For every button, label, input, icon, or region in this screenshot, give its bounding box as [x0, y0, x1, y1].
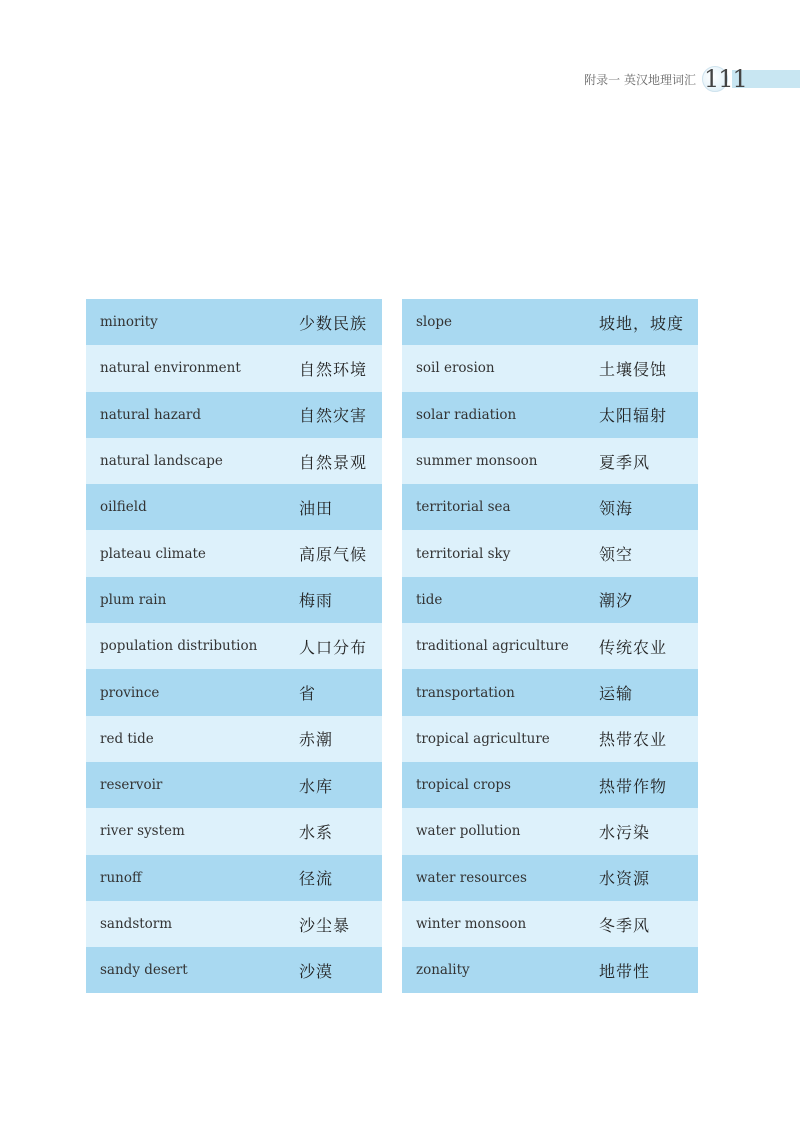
english-term: tropical crops: [416, 777, 511, 794]
chinese-term: 坡地，坡度: [599, 313, 685, 333]
table-row: [86, 947, 382, 993]
english-term: sandy desert: [100, 962, 188, 979]
english-term: natural environment: [100, 360, 241, 377]
chinese-term: 热带作物: [599, 776, 668, 796]
chinese-term: 沙漠: [299, 961, 334, 981]
chinese-term: 水污染: [599, 822, 651, 842]
table-row: [86, 669, 382, 715]
chinese-term: 省: [299, 684, 317, 704]
english-term: summer monsoon: [416, 453, 538, 470]
table-row: [86, 808, 382, 854]
chinese-term: 领海: [599, 498, 634, 518]
english-term: red tide: [100, 730, 154, 747]
table-row: [402, 345, 698, 391]
table-row: [402, 530, 698, 576]
chinese-term: 沙尘暴: [299, 915, 351, 935]
english-term: population distribution: [100, 638, 258, 655]
english-term: tide: [416, 591, 443, 608]
table-row: [86, 577, 382, 623]
chinese-term: 冬季风: [599, 915, 651, 935]
table-row: [402, 947, 698, 993]
chinese-term: 自然环境: [299, 359, 368, 379]
vocabulary-table-right: [402, 299, 698, 993]
table-row: [86, 855, 382, 901]
english-term: soil erosion: [416, 360, 495, 377]
english-term: transportation: [416, 684, 515, 701]
chinese-term: 领空: [599, 545, 634, 565]
table-row: [86, 299, 382, 345]
chinese-term: 传统农业: [599, 637, 668, 657]
chinese-term: 少数民族: [299, 313, 368, 333]
chinese-term: 太阳辐射: [599, 406, 668, 426]
english-term: plateau climate: [100, 545, 206, 562]
english-term: province: [100, 684, 160, 701]
english-term: solar radiation: [416, 406, 517, 423]
table-row: [402, 438, 698, 484]
table-row: [402, 716, 698, 762]
english-term: water resources: [416, 869, 527, 886]
english-term: reservoir: [100, 777, 163, 794]
english-term: sandstorm: [100, 916, 173, 932]
section-title: 附录一 英汉地理词汇: [584, 73, 696, 87]
english-term: natural landscape: [100, 453, 223, 470]
english-term: traditional agriculture: [416, 638, 569, 655]
english-term: winter monsoon: [416, 916, 527, 932]
table-row: [86, 623, 382, 669]
table-row: [402, 901, 698, 947]
chinese-term: 水库: [299, 776, 334, 796]
table-row: [86, 345, 382, 391]
english-term: natural hazard: [100, 406, 201, 423]
chinese-term: 运输: [599, 684, 634, 704]
chinese-term: 赤潮: [299, 730, 334, 750]
english-term: oilfield: [100, 499, 147, 516]
table-row: [402, 669, 698, 715]
chinese-term: 地带性: [599, 961, 651, 981]
table-row: [86, 484, 382, 530]
table-row: [402, 392, 698, 438]
chinese-term: 潮汐: [599, 591, 634, 611]
page-header: [0, 64, 800, 96]
chinese-term: 人口分布: [299, 637, 368, 657]
chinese-term: 夏季风: [599, 452, 651, 472]
english-term: minority: [100, 314, 158, 331]
vocabulary-table-left: [86, 299, 382, 993]
table-row: [86, 901, 382, 947]
english-term: runoff: [100, 869, 142, 886]
page-number: 111: [704, 65, 747, 93]
table-row: [86, 716, 382, 762]
table-row: [86, 530, 382, 576]
table-row: [402, 855, 698, 901]
table-row: [86, 762, 382, 808]
english-term: tropical agriculture: [416, 730, 550, 747]
table-row: [86, 392, 382, 438]
english-term: river system: [100, 823, 185, 840]
english-term: plum rain: [100, 591, 167, 608]
english-term: territorial sea: [416, 499, 511, 516]
table-row: [402, 577, 698, 623]
chinese-term: 径流: [299, 869, 334, 889]
chinese-term: 梅雨: [299, 591, 334, 611]
table-row: [402, 762, 698, 808]
chinese-term: 土壤侵蚀: [599, 359, 668, 379]
table-row: [402, 623, 698, 669]
english-term: zonality: [416, 962, 470, 979]
table-row: [402, 484, 698, 530]
english-term: slope: [416, 314, 453, 331]
chinese-term: 自然灾害: [299, 406, 368, 426]
table-row: [402, 808, 698, 854]
english-term: territorial sky: [416, 545, 511, 562]
chinese-term: 自然景观: [299, 452, 368, 472]
chinese-term: 油田: [299, 498, 334, 518]
chinese-term: 水资源: [599, 869, 651, 889]
chinese-term: 热带农业: [599, 730, 668, 750]
table-row: [86, 438, 382, 484]
chinese-term: 水系: [299, 822, 334, 842]
english-term: water pollution: [416, 823, 521, 840]
chinese-term: 高原气候: [299, 545, 368, 565]
table-row: [402, 299, 698, 345]
